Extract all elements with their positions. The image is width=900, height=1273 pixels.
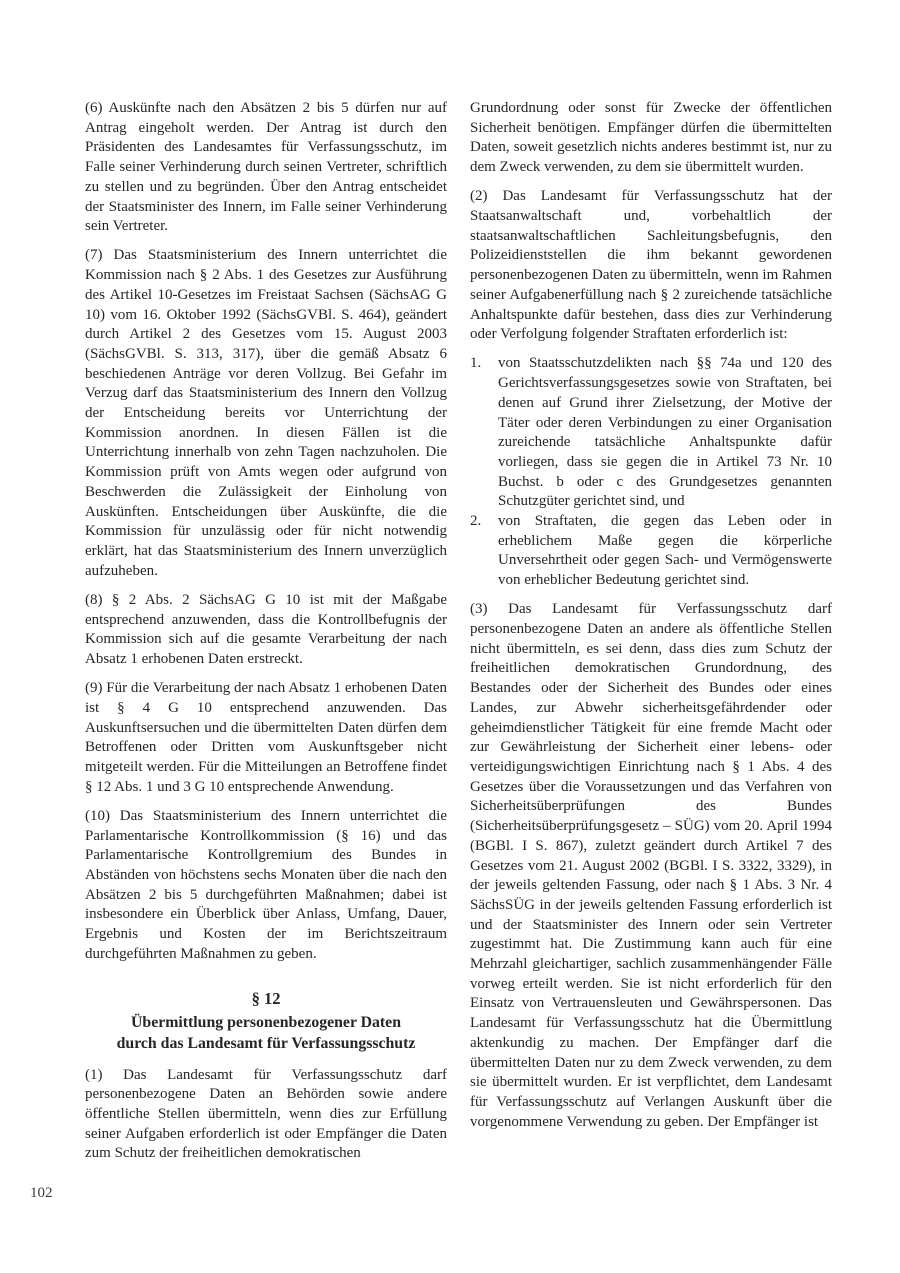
list-item-text: von Straftaten, die gegen das Leben oder in erheblichem Maße gegen die körperliche Unversehrtheit oder gegen Sach- und Vermögenswerte von erheblicher Bedeutung gerichtet sind. <box>498 513 832 589</box>
numbered-list <box>470 354 832 590</box>
list-item <box>470 354 832 512</box>
paragraph-abs9: (9) Für die Verarbeitung der nach Absatz 1 erhobenen Daten ist § 4 G 10 entsprechend anzuwenden. Das Auskunftsersuchen und die übermittelten Daten dürfen dem Betroffenen oder Dritten vom Auskunftsgeber nicht mitgeteilt werden. Für die Mitteilungen an Betroffene findet § 12 Abs. 1 und 3 G 10 entsprechende Anwendung. <box>85 680 447 795</box>
paragraph-abs1-continuation: Grundordnung oder sonst für Zwecke der öffentlichen Sicherheit benötigen. Empfänger dürfen die übermittelten Daten, soweit gesetzlich nichts anderes bestimmt ist, nur zu dem Zweck verwenden, zu dem sie übermittelt wurden. <box>470 100 832 176</box>
list-item-number: 2. <box>470 513 482 530</box>
right-column <box>470 99 832 1164</box>
paragraph-abs8: (8) § 2 Abs. 2 SächsAG G 10 ist mit der Maßgabe entsprechend anzuwenden, dass die Kontrollbefugnis der Kommission sich auf die gesamte Verarbeitung der nach Absatz 1 erhobenen Daten erstreckt. <box>85 591 447 667</box>
list-item-text: von Staatsschutzdelikten nach §§ 74a und 120 des Gerichtsverfassungsgesetzes sowie von Straftaten, bei denen auf Grund ihrer Zielsetzung, der Motive der Täter oder deren Verbindungen zu einer Organisation zureichende tatsächliche Anhaltspunkte dafür vorliegen, dass sie gegen die in Artikel 73 Nr. 10 Buchst. b oder c des Grundgesetzes genannten Schutzgüter gerichtet sind, und <box>498 355 832 510</box>
paragraph-abs6: (6) Auskünfte nach den Absätzen 2 bis 5 dürfen nur auf Antrag eingeholt werden. Der Antrag ist durch den Präsidenten des Landesamtes für Verfassungsschutz, im Falle seiner Verhinderung durch seinen Vertreter, schriftlich zu stellen und zu begründen. Über den Antrag entscheidet der Staatsminister des Innern, im Falle seiner Verhinderung sein Vertreter. <box>85 100 447 235</box>
section-title-line1: Übermittlung personenbezogener Daten <box>131 1013 401 1031</box>
text-columns <box>85 99 833 1164</box>
list-item-number: 1. <box>470 355 482 372</box>
paragraph-abs2: (2) Das Landesamt für Verfassungsschutz hat der Staatsanwaltschaft und, vorbehaltlich der staatsanwaltschaftlichen Sachleitungsbefugnis, den Polizeidienststellen die ihm bekannt gewordenen personenbezogenen Daten zu übermitteln, wenn im Rahmen seiner Aufgabenerfüllung nach § 2 zureichende tatsächliche Anhaltspunkte dafür bestehen, dass dies zur Verhinderung oder Verfolgung folgender Straftaten erforderlich ist: <box>470 188 832 343</box>
paragraph-abs7: (7) Das Staatsministerium des Innern unterrichtet die Kommission nach § 2 Abs. 1 des Gesetzes zur Ausführung des Artikel 10-Gesetzes im Freistaat Sachsen (SächsAG G 10) vom 16. Oktober 1992 (SächsGVBl. S. 464), geändert durch Artikel 2 des Gesetzes vom 15. August 2003 (SächsGVBl. S. 313, 317), über die gemäß Absatz 6 beschiedenen Anträge vor deren Vollzug. Bei Gefahr im Verzug darf das Staatsministerium des Innern den Vollzug der Entscheidung bereits vor Unterrichtung der Kommission anordnen. In diesen Fällen ist die Unterrichtung innerhalb von zehn Tagen nachzuholen. Die Kommission prüft von Amts wegen oder aufgrund von Beschwerden die Zulässigkeit der Einholung von Auskünften. Entscheidungen über Auskünfte, die die Kommission für unzulässig oder für nicht notwendig erklärt, hat das Staatsministerium des Innern unverzüglich aufzuheben. <box>85 247 447 579</box>
page-number: 102 <box>30 1185 53 1201</box>
section-title-line2: durch das Landesamt für Verfassungsschutz <box>116 1034 416 1052</box>
paragraph-abs3: (3) Das Landesamt für Verfassungsschutz darf personenbezogene Daten an andere als öffentliche Stellen nicht übermitteln, es sei denn, dass dies zum Schutz der freiheitlichen demokratischen Grundordnung, des Bestandes oder der Sicherheit des Bundes oder eines Landes, zur Abwehr sicherheitsgefährdender oder geheimdienstlicher Tätigkeit für eine fremde Macht oder zur Gewährleistung der Sicherheit einer lebens- oder verteidigungswichtigen Einrichtung nach § 1 Abs. 4 des Gesetzes über die Voraussetzungen und das Verfahren von Sicherheitsüberprüfungen des Bundes (Sicherheitsüberprüfungsgesetz – SÜG) vom 20. April 1994 (BGBl. I S. 867), zuletzt geändert durch Artikel 7 des Gesetzes vom 21. August 2002 (BGBl. I S. 3322, 3329), in der jeweils geltenden Fassung, oder nach § 1 Abs. 3 Nr. 4 SächsSÜG in der jeweils geltenden Fassung erforderlich ist und der Staatsminister des Innern oder sein Vertreter zugestimmt hat. Die Zustimmung kann auch für eine Mehrzahl gleichartiger, sachlich zusammenhängender Fälle vorweg erteilt werden. Sie ist nicht erforderlich für den Einsatz von Vertrauensleuten und Gewährspersonen. Das Landesamt für Verfassungsschutz hat die Übermittlung aktenkundig zu machen. Der Empfänger darf die übermittelten Daten nur zu dem Zweck verwenden, zu dem sie übermittelt wurden. Er ist verpflichtet, dem Landesamt für Verfassungsschutz auf Verlangen Auskunft über die vorgenommene Verwendung zu geben. Der Empfänger ist <box>470 601 832 1130</box>
section-heading <box>85 988 447 1054</box>
section-number: § 12 <box>251 988 281 1008</box>
left-column <box>85 99 447 1164</box>
list-item <box>470 512 832 591</box>
paragraph-abs1: (1) Das Landesamt für Verfassungsschutz darf personenbezogene Daten an Behörden sowie andere öffentliche Stellen übermitteln, wenn dies zur Erfüllung seiner Aufgaben erforderlich ist oder Empfänger die Daten zum Schutz der freiheitlichen demokratischen <box>85 1066 447 1162</box>
paragraph-abs10: (10) Das Staatsministerium des Innern unterrichtet die Parlamentarische Kontrollkommission (§ 16) und das Parlamentarische Kontrollgremium des Bundes in Abständen von höchstens sechs Monaten über die nach den Absätzen 2 bis 5 durchgeführten Maßnahmen; dabei ist insbesondere ein Überblick über Anlass, Umfang, Dauer, Ergebnis und Kosten der im Berichtszeitraum durchgeführten Maßnahmen zu geben. <box>85 807 447 962</box>
